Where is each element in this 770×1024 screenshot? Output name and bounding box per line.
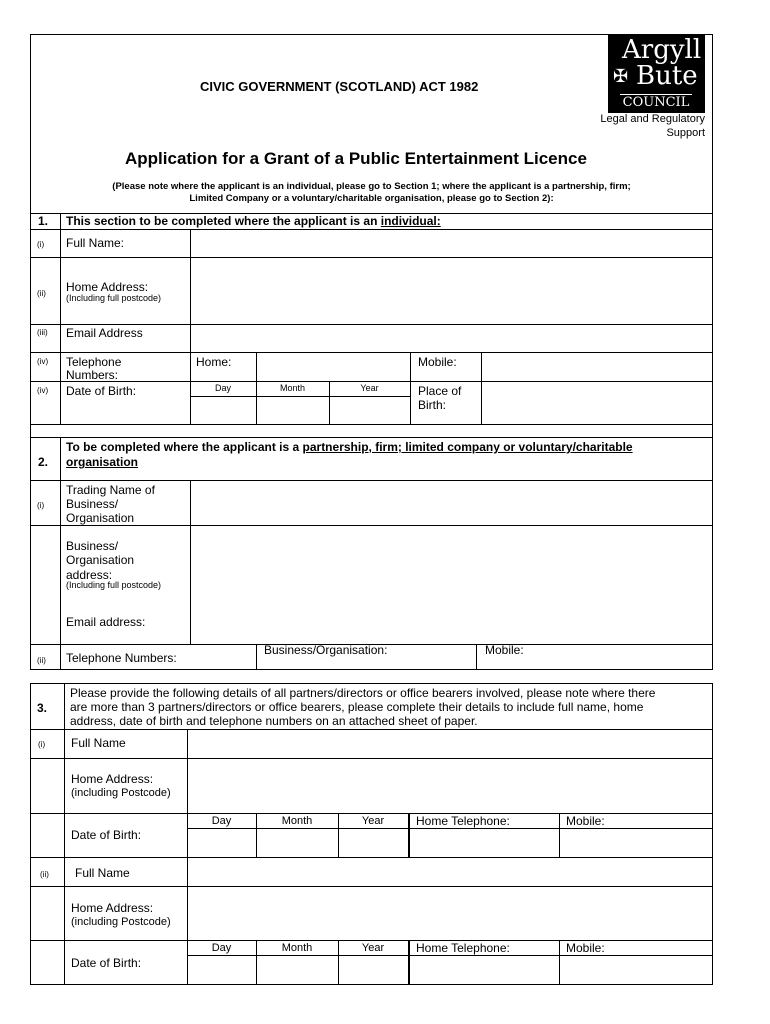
department-line2: Support: [666, 127, 705, 139]
email-label: Email Address: [66, 326, 143, 340]
partner-dob-year-label: Year: [361, 815, 385, 827]
partner-home-tel-label: Home Telephone:: [416, 941, 510, 955]
home-phone-field[interactable]: [258, 354, 408, 380]
row-num: (iii): [37, 328, 48, 337]
partner-full-name-field[interactable]: [189, 859, 711, 885]
trading-name-field[interactable]: [192, 482, 711, 524]
partner-dob-day-label: Day: [211, 942, 232, 954]
row-num: (i): [37, 501, 45, 510]
department-line1: Legal and Regulatory: [600, 113, 705, 125]
business-phone-label: Business/Organisation:: [264, 643, 388, 657]
home-address-field[interactable]: [192, 259, 711, 323]
section3-instructions-line3: address, date of birth and telephone numbers on an attached sheet of paper.: [70, 714, 478, 728]
section1-heading-keyword: individual:: [380, 214, 441, 228]
partner-home-tel-field[interactable]: [411, 957, 558, 984]
partner-address-label: Home Address:: [71, 772, 154, 786]
partner-address-hint: (including Postcode): [71, 916, 171, 928]
business-mobile-label: Mobile:: [485, 643, 524, 657]
partner-mobile-label: Mobile:: [566, 814, 605, 828]
dob-year-field[interactable]: [331, 398, 409, 423]
section2-heading-line2: organisation: [66, 455, 139, 469]
partner-dob-year-field[interactable]: [340, 830, 407, 856]
telephone-label-2: Numbers:: [66, 368, 119, 382]
home-address-label: Home Address:: [66, 280, 149, 294]
row-num: (i): [38, 740, 46, 749]
section2-heading-text: To be completed where the applicant is a: [66, 440, 300, 454]
section2-heading-keyword: partnership, firm; limited company or voluntary/charitable: [302, 440, 633, 454]
full-name-label: Full Name:: [66, 236, 125, 250]
trading-name-label: Trading Name of: [66, 483, 155, 497]
business-address-field[interactable]: [192, 527, 711, 643]
partner-address-label: Home Address:: [71, 901, 154, 915]
business-telephone-label: Telephone Numbers:: [66, 651, 177, 665]
section1-heading: [66, 214, 441, 228]
section3-instructions-line1: Please provide the following details of all partners/directors or office bearers involved, please note where there: [70, 686, 656, 700]
business-mobile-field[interactable]: [478, 658, 711, 669]
place-of-birth-label: Place of: [418, 384, 462, 398]
dob-day-label: Day: [214, 383, 231, 393]
logo-council: COUNCIL: [620, 94, 692, 110]
place-of-birth-field[interactable]: [483, 383, 711, 423]
business-email-label: Email address:: [66, 615, 146, 629]
row-num: (iv): [37, 386, 49, 395]
dob-day-field[interactable]: [192, 398, 254, 423]
dob-month-label: Month: [279, 383, 305, 393]
logo-cross-icon: ✠: [613, 66, 629, 87]
partner-dob-year-field[interactable]: [340, 957, 407, 984]
dob-label: Date of Birth:: [66, 384, 137, 398]
place-of-birth-label-2: Birth:: [418, 398, 447, 412]
partner-dob-year-label: Year: [361, 942, 385, 954]
section3-number: 3.: [37, 701, 48, 715]
dob-month-field[interactable]: [258, 398, 328, 423]
section1-heading-text: This section to be completed where the applicant is an: [66, 214, 378, 228]
section2-heading: [66, 440, 633, 454]
home-address-hint: (Including full postcode): [66, 293, 162, 303]
telephone-label: Telephone: [66, 355, 122, 369]
partner-dob-day-label: Day: [211, 815, 232, 827]
partner-dob-day-field[interactable]: [189, 830, 255, 856]
dob-year-label: Year: [360, 383, 379, 393]
section2-number: 2.: [38, 455, 49, 469]
partner-address-field[interactable]: [189, 760, 711, 812]
partner-home-tel-label: Home Telephone:: [416, 814, 510, 828]
logo-bute: Bute: [636, 61, 698, 91]
council-logo: [608, 35, 705, 113]
full-name-field[interactable]: [192, 231, 711, 256]
row-num: (ii): [37, 656, 46, 665]
partner-full-name-label: Full Name: [71, 736, 126, 750]
business-address-label-2: Organisation: [66, 553, 135, 567]
row-num: (i): [37, 240, 45, 249]
instructions-line1: (Please note where the applicant is an individual, please go to Section 1; where the applicant is a partnership, firm;: [112, 181, 631, 192]
mobile-label: Mobile:: [418, 355, 457, 369]
partner-dob-month-field[interactable]: [258, 957, 337, 984]
partner-dob-label: Date of Birth:: [71, 956, 142, 970]
partner-mobile-field[interactable]: [561, 830, 711, 856]
partner-mobile-label: Mobile:: [566, 941, 605, 955]
logo-argyll: Argyll: [622, 35, 702, 65]
row-num: (ii): [37, 289, 46, 298]
section3-instructions-line2: are more than 3 partners/directors or office bearers, please complete their details to include full name, home: [70, 700, 644, 714]
instructions-line2: Limited Company or a voluntary/charitable organisation, please go to Section 2):: [189, 193, 554, 204]
trading-name-label-2: Business/: [66, 497, 119, 511]
partner-dob-label: Date of Birth:: [71, 828, 142, 842]
email-field[interactable]: [192, 326, 711, 351]
business-address-label-3: address:: [66, 568, 113, 582]
partner-dob-day-field[interactable]: [189, 957, 255, 984]
row-num: (iv): [37, 357, 49, 366]
mobile-field[interactable]: [483, 354, 711, 380]
act-heading: CIVIC GOVERNMENT (SCOTLAND) ACT 1982: [200, 79, 479, 94]
form-title: Application for a Grant of a Public Entertainment Licence: [125, 149, 587, 168]
row-num: (ii): [40, 870, 49, 879]
trading-name-label-3: Organisation: [66, 511, 135, 525]
partner-mobile-field[interactable]: [561, 957, 711, 984]
partner-dob-month-label: Month: [281, 815, 313, 827]
business-address-hint: (Including full postcode): [66, 580, 162, 590]
section1-number: 1.: [38, 214, 49, 228]
partner-home-tel-field[interactable]: [411, 830, 558, 856]
partner-dob-month-label: Month: [281, 942, 313, 954]
home-phone-label: Home:: [196, 355, 232, 369]
partner-full-name-field[interactable]: [189, 731, 711, 757]
partner-address-field[interactable]: [189, 888, 711, 939]
partner-dob-month-field[interactable]: [258, 830, 337, 856]
partner-full-name-label: Full Name: [75, 866, 130, 880]
business-phone-field[interactable]: [258, 658, 474, 669]
business-address-label: Business/: [66, 539, 119, 553]
partner-address-hint: (including Postcode): [71, 787, 171, 799]
